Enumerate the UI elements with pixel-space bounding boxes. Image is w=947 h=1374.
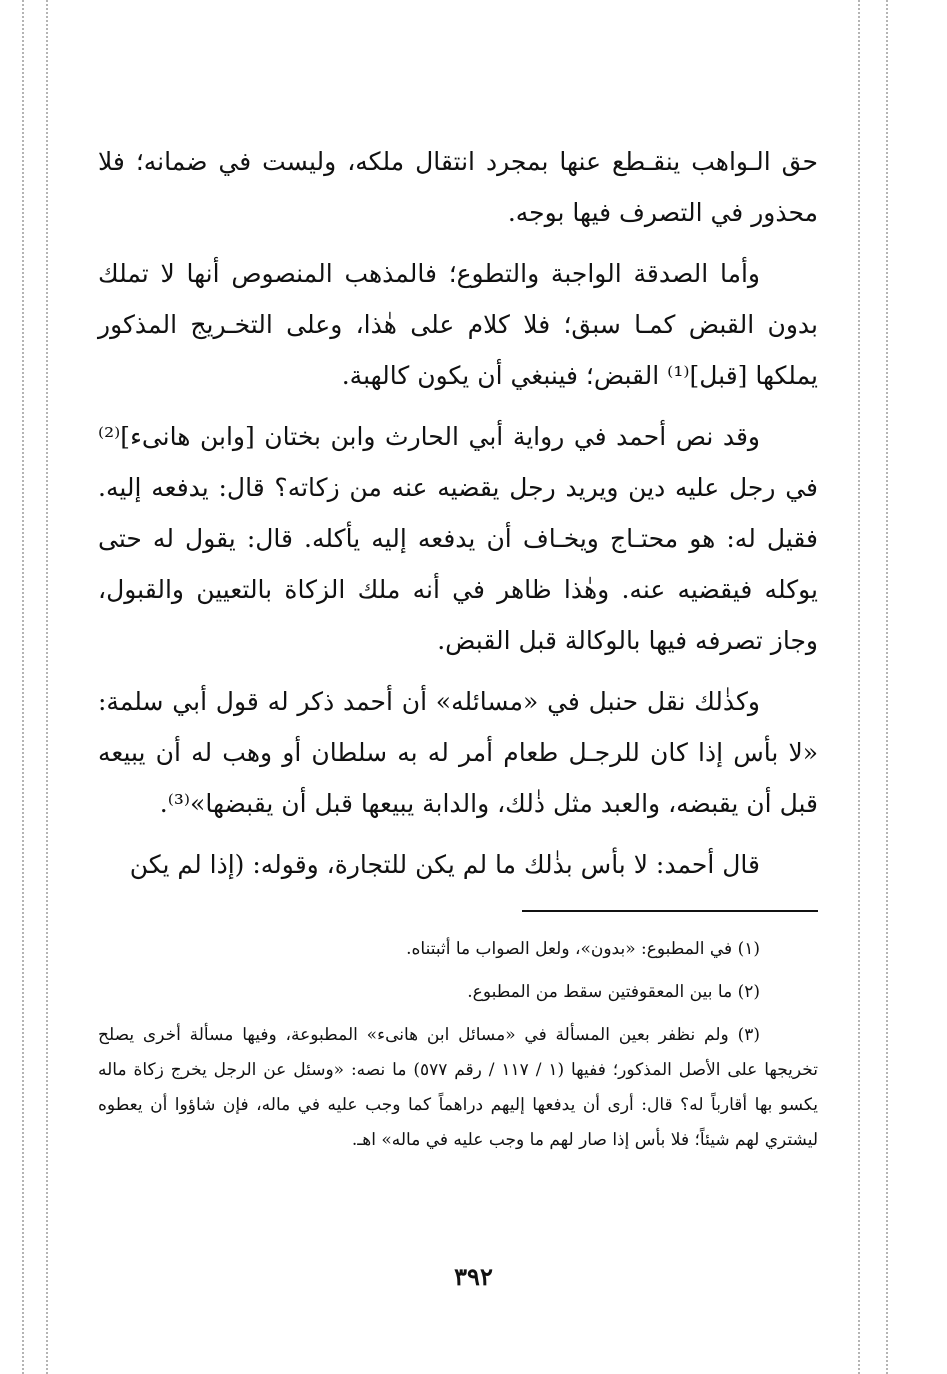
scan-edge-dots-left-outer: [22, 0, 24, 1374]
footnote-3: (٣) ولم نظفر بعين المسألة في «مسائل ابن هانىء» المطبوعة، وفيها مسألة أخرى يصلح تخريجها على الأصل المذكور؛ ففيها (١ / ١١٧ / رقم ٥٧٧) ما نصه: «وسئل عن الرجل يخرج زكاة ماله يكسو بها أقارباً له؟ قال: أرى أن يدفعها إليهم دراهماً كما وجب عليه في ماله، فإن شاؤوا أن يعطوه ليشتري لهم شيئاً؛ فلا بأس إذا صار لهم ما وجب عليه في ماله» اهـ.: [98, 1025, 818, 1150]
footnote-separator: [522, 910, 818, 912]
main-text: [98, 136, 818, 890]
footnote-1: (١) في المطبوع: «بدون»، ولعل الصواب ما أثبتناه.: [406, 939, 760, 959]
paragraph-ahmad-narration: وقد نص أحمد في رواية أبي الحارث وابن بختان [وابن هانىء]⁽²⁾ في رجل عليه دين ويريد رجل يقضيه عنه من زكاته؟ قال: يدفعه إليه. فقيل له: هو محتـاج ويخـاف أن يدفعه إليه يأكله. قال: يقول له حتى يوكله فيقضيه عنه. وهٰذا ظاهر في أنه ملك الزكاة بالتعيين والقبول، وجاز تصرفه فيها بالوكالة قبل القبض.: [98, 422, 818, 655]
paragraph-voluntary-charity: وأما الصدقة الواجبة والتطوع؛ فالمذهب المنصوص أنها لا تملك بدون القبض كمـا سبق؛ فلا كلام على هٰذا، وعلى التخـريج المذكور يملكها [قبل]⁽¹⁾ القبض؛ فينبغي أن يكون كالهبة.: [98, 259, 818, 390]
page-number: ٣٩٢: [454, 1262, 493, 1291]
paragraph-continuation: حق الـواهب ينقـطع عنها بمجرد انتقال ملكه، وليست في ضمانه؛ فلا محذور في التصرف فيها بوجه.: [98, 147, 818, 227]
book-page: [98, 136, 818, 1166]
scan-edge-dots-left-inner: [46, 0, 48, 1374]
paragraph-hanbal-masail: وكذٰلك نقل حنبل في «مسائله» أن أحمد ذكر له قول أبي سلمة: «لا بأس إذا كان للرجـل طعام أمر له به سلطان أو وهب له أن يبيعه قبل أن يقبضه، والعبد مثل ذٰلك، والدابة يبيعها قبل أن يقبضها»⁽³⁾.: [98, 687, 818, 818]
scan-edge-dots-right-outer: [886, 0, 888, 1374]
footnote-2: (٢) ما بين المعقوفتين سقط من المطبوع.: [467, 982, 760, 1002]
paragraph-ahmad-statement: قال أحمد: لا بأس بذٰلك ما لم يكن للتجارة، وقوله: (إذا لم يكن: [129, 850, 760, 879]
footnotes: [98, 932, 818, 1158]
scan-edge-dots-right-inner: [858, 0, 860, 1374]
